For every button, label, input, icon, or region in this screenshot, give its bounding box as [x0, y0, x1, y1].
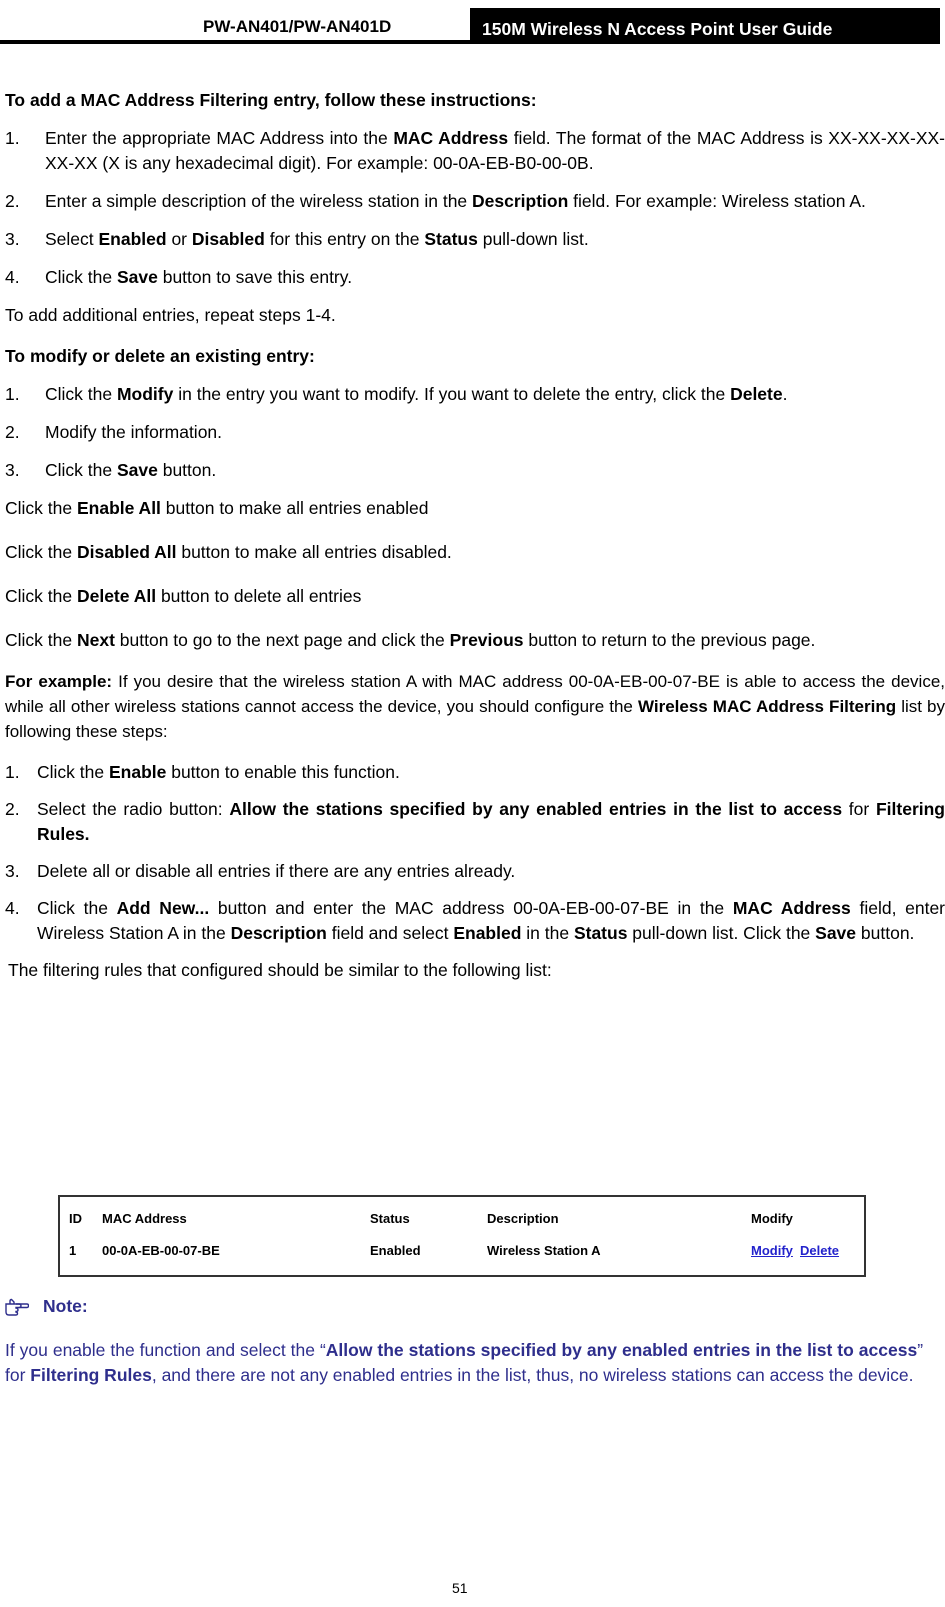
model-name: PW-AN401/PW-AN401D: [203, 17, 392, 36]
modify-entry-heading: To modify or delete an existing entry:: [5, 346, 315, 366]
disabled-all-text: Click the Disabled All button to make all entries disabled.: [5, 542, 452, 562]
document-body: [5, 88, 945, 983]
modify-link[interactable]: Modify: [751, 1243, 793, 1258]
delete-link[interactable]: Delete: [800, 1243, 840, 1258]
modify-step-3: 3. Click the Save button.: [5, 460, 217, 480]
filtering-rules-table: [58, 1195, 866, 1277]
col-modify-header: Modify: [751, 1211, 793, 1226]
next-previous-text: Click the Next button to go to the next page and click the Previous button to return to the previous page.: [5, 630, 816, 650]
add-step-1: 1. Enter the appropriate MAC Address into the MAC Address field. The format of the MAC Address is XX-XX-XX-XX-XX-XX (X is any hexadecimal digit). For example: 00-0A-EB-B0-00-0B.: [5, 128, 945, 173]
row-status: Enabled: [370, 1243, 421, 1258]
add-step-4: 4. Click the Save button to save this entry.: [5, 267, 353, 287]
example-intro: For example: If you desire that the wireless station A with MAC address 00-0A-EB-00-07-BE is able to access the device, while all other wireless stations cannot access the device, you should configure the Wireless MAC Address Filtering list by following these steps:: [5, 672, 945, 741]
row-description: Wireless Station A: [487, 1243, 601, 1258]
enable-all-text: Click the Enable All button to make all entries enabled: [5, 498, 429, 518]
note-body: If you enable the function and select the “Allow the stations specified by any enabled entries in the list to access” for Filtering Rules, and there are not any enabled entries in the list, thus, no wireless stations can access the device.: [5, 1340, 924, 1385]
page-header: [0, 0, 945, 44]
col-status-header: Status: [370, 1211, 410, 1226]
pointing-hand-icon: [5, 1298, 29, 1316]
rules-intro: The filtering rules that configured should be similar to the following list:: [8, 960, 552, 980]
page-number: 51: [452, 1580, 468, 1596]
col-description-header: Description: [487, 1211, 559, 1226]
guide-title: 150M Wireless N Access Point User Guide: [470, 8, 940, 42]
col-mac-header: MAC Address: [102, 1211, 187, 1226]
row-mac: 00-0A-EB-00-07-BE: [102, 1243, 220, 1258]
add-step-2: 2. Enter a simple description of the wireless station in the Description field. For example: Wireless station A.: [5, 191, 866, 211]
col-id-header: ID: [69, 1211, 82, 1226]
add-entry-heading: To add a MAC Address Filtering entry, follow these instructions:: [5, 90, 537, 110]
delete-all-text: Click the Delete All button to delete all entries: [5, 586, 362, 606]
header-divider: [0, 40, 940, 44]
example-step-2: 2. Select the radio button: Allow the stations specified by any enabled entries in the list to access for Filtering Rules.: [5, 799, 945, 844]
note-heading: [5, 1296, 88, 1317]
example-step-1: 1. Click the Enable button to enable this function.: [5, 762, 400, 782]
modify-step-2: 2. Modify the information.: [5, 422, 223, 442]
row-id: 1: [69, 1243, 77, 1258]
note-title: Note:: [43, 1296, 88, 1316]
example-step-3: 3. Delete all or disable all entries if there are any entries already.: [5, 861, 516, 881]
example-step-4: 4. Click the Add New... button and enter the MAC address 00-0A-EB-00-07-BE in the MAC Address field, enter Wireless Station A in the Description field and select Enabled in the Status pull-down list. Click the Save button.: [5, 898, 945, 943]
modify-step-1: 1. Click the Modify in the entry you want to modify. If you want to delete the entry, click the Delete.: [5, 384, 788, 404]
add-step-3: 3. Select Enabled or Disabled for this entry on the Status pull-down list.: [5, 229, 589, 249]
repeat-steps-text: To add additional entries, repeat steps 1-4.: [5, 305, 336, 325]
